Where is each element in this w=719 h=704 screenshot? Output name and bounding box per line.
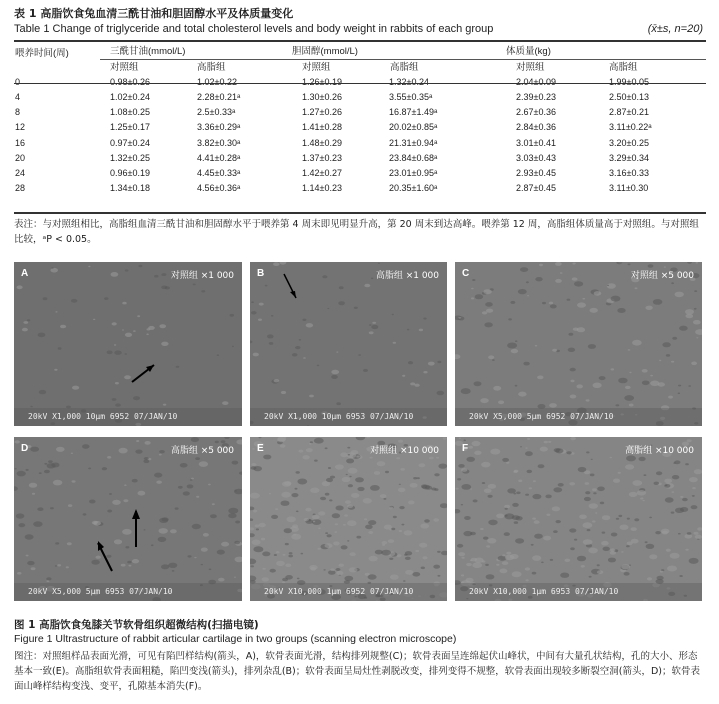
value-cell: 3.11±0.22ᵃ — [609, 122, 652, 133]
value-cell: 3.20±0.25 — [609, 137, 649, 148]
table-header-rule — [14, 83, 706, 84]
table-stat: (x̄±s, n=20) — [647, 23, 703, 35]
value-cell: 4.56±0.36ᵃ — [197, 182, 241, 193]
value-cell: 23.01±0.95ᵃ — [389, 167, 438, 178]
subheader-highfat: 高脂组 — [197, 62, 226, 74]
sem-panel-b — [250, 262, 447, 426]
value-cell: 1.41±0.28 — [302, 122, 342, 133]
table-row — [14, 166, 706, 181]
panel-magnification-tag: 高脂组 ×1 000 — [375, 271, 439, 281]
value-cell: 4.41±0.28ᵃ — [197, 152, 241, 163]
panel-letter: A — [21, 268, 29, 279]
value-cell: 1.08±0.25 — [110, 107, 150, 118]
week-cell: 28 — [15, 182, 26, 193]
sem-texture — [455, 437, 702, 601]
value-cell: 1.02±0.24 — [110, 92, 150, 103]
value-cell: 1.27±0.26 — [302, 107, 342, 118]
table-row — [14, 151, 706, 166]
value-cell: 3.01±0.41 — [516, 137, 556, 148]
panel-magnification-tag: 对照组 ×10 000 — [370, 446, 439, 456]
value-cell: 3.36±0.29ᵃ — [197, 122, 241, 133]
panel-info-bar: 20kV X5,000 5μm 6952 07/JAN/10 — [469, 412, 614, 421]
table-title-cn: 表 1 高脂饮食兔血清三酰甘油和胆固醇水平及体质量变化 — [14, 7, 294, 20]
value-cell: 3.03±0.43 — [516, 152, 556, 163]
value-cell: 1.32±0.25 — [110, 152, 150, 163]
subheader-control: 对照组 — [516, 62, 545, 74]
value-cell: 1.14±0.23 — [302, 182, 342, 193]
sem-texture — [14, 262, 242, 426]
table-note: 表注：与对照组相比，高脂组血清三酰甘油和胆固醇水平于喂养第 4 周末即见明显升高，第 20 周末到达高峰。喂养第 12 周，高脂组体质量高于对照组。与对照组比较，ᵃP < 0.05。 — [14, 219, 699, 245]
value-cell: 2.93±0.45 — [516, 167, 556, 178]
sem-panel-e — [250, 437, 447, 601]
value-cell: 1.37±0.23 — [302, 152, 342, 163]
panel-info-bar: 20kV X1,000 10μm 6952 07/JAN/10 — [28, 412, 178, 421]
value-cell: 0.97±0.24 — [110, 137, 150, 148]
value-cell: 1.30±0.26 — [302, 92, 342, 103]
group-header-weight: 体质量(kg) — [506, 44, 706, 60]
panel-magnification-tag: 对照组 ×1 000 — [170, 271, 234, 281]
table-row — [14, 136, 706, 151]
group-header-tc: 胆固醇(mmol/L) — [292, 44, 506, 60]
value-cell: 3.29±0.34 — [609, 152, 649, 163]
value-cell: 3.16±0.33 — [609, 167, 649, 178]
value-cell: 0.96±0.19 — [110, 167, 150, 178]
value-cell: 2.50±0.13 — [609, 92, 649, 103]
panel-letter: B — [257, 268, 265, 279]
value-cell: 1.48±0.29 — [302, 137, 342, 148]
data-table — [14, 44, 706, 196]
value-cell: 3.82±0.30ᵃ — [197, 137, 241, 148]
panel-magnification-tag: 高脂组 ×5 000 — [170, 446, 234, 456]
week-cell: 12 — [15, 122, 26, 133]
group-header-tg: 三酰甘油(mmol/L) — [100, 44, 292, 60]
week-cell: 4 — [15, 92, 21, 103]
value-cell: 20.35±1.60ᵃ — [389, 182, 438, 193]
table-title-en: Table 1 Change of triglyceride and total cholesterol levels and body weight in rabbits of each group — [14, 23, 494, 35]
subheader-highfat: 高脂组 — [609, 62, 638, 74]
panel-letter: E — [257, 443, 264, 454]
value-cell: 16.87±1.49ᵃ — [389, 107, 438, 118]
value-cell: 2.5±0.33ᵃ — [197, 107, 236, 118]
panel-letter: F — [462, 443, 469, 454]
figure-title-en: Figure 1 Ultrastructure of rabbit articular cartilage in two groups (scanning electron microscope) — [14, 633, 457, 645]
panel-info-bar: 20kV X10,000 1μm 6953 07/JAN/10 — [469, 587, 619, 596]
value-cell: 2.87±0.21 — [609, 107, 649, 118]
value-cell: 2.87±0.45 — [516, 182, 556, 193]
value-cell: 1.42±0.27 — [302, 167, 342, 178]
sem-panel-a — [14, 262, 242, 426]
subheader-control: 对照组 — [302, 62, 331, 74]
sem-panel-c — [455, 262, 702, 426]
value-cell: 2.84±0.36 — [516, 122, 556, 133]
value-cell: 23.84±0.68ᵃ — [389, 152, 438, 163]
panel-magnification-tag: 高脂组 ×10 000 — [625, 446, 694, 456]
value-cell: 4.45±0.33ᵃ — [197, 167, 241, 178]
week-cell: 8 — [15, 107, 21, 118]
table-row — [14, 90, 706, 105]
panel-info-bar: 20kV X5,000 5μm 6953 07/JAN/10 — [28, 587, 173, 596]
value-cell: 1.34±0.18 — [110, 182, 150, 193]
subheader-control: 对照组 — [110, 62, 139, 74]
panel-magnification-tag: 对照组 ×5 000 — [630, 271, 694, 281]
figure-note: 图注：对照组样品表面光滑，可见有陷凹样结构(箭头，A)，软骨表面光滑，结构排列规整(C)；软骨表面呈连绵起伏山峰状，中间有大量孔状结构，孔的大小、形态基本一致(E)。高脂组软骨表面粗糙，陷凹变浅(箭头)，排列杂乱(B)；软骨表面呈局灶性剥脱改变，排列变得不规整，软骨表面出现较多断裂空洞(箭头，D)；软骨表面山峰样结构变浅、变平，孔隙基本消失(F)。 — [14, 651, 700, 692]
week-cell: 16 — [15, 137, 26, 148]
value-cell: 2.67±0.36 — [516, 107, 556, 118]
value-cell: 3.11±0.30 — [609, 182, 649, 193]
value-cell: 20.02±0.85ᵃ — [389, 122, 438, 133]
sem-texture — [14, 437, 242, 601]
figure-title-cn: 图 1 高脂饮食兔膝关节软骨组织超微结构(扫描电镜) — [14, 619, 259, 631]
panel-info-bar: 20kV X1,000 10μm 6953 07/JAN/10 — [264, 412, 414, 421]
table-row — [14, 181, 706, 196]
sem-texture — [250, 262, 447, 426]
sem-panel-d — [14, 437, 242, 601]
panel-letter: D — [21, 443, 29, 454]
value-cell: 2.39±0.23 — [516, 92, 556, 103]
table-row — [14, 120, 706, 135]
panel-info-bar: 20kV X10,000 1μm 6952 07/JAN/10 — [264, 587, 414, 596]
table-bottom-rule — [14, 212, 706, 214]
sem-texture — [250, 437, 447, 601]
time-header: 喂养时间(周) — [15, 48, 69, 59]
week-cell: 24 — [15, 167, 26, 178]
table-row — [14, 105, 706, 120]
value-cell: 2.28±0.21ᵃ — [197, 92, 241, 103]
week-cell: 20 — [15, 152, 26, 163]
sem-texture — [455, 262, 702, 426]
panel-letter: C — [462, 268, 470, 279]
table-top-rule — [14, 40, 706, 42]
value-cell: 3.55±0.35ᵃ — [389, 92, 433, 103]
subheader-highfat: 高脂组 — [390, 62, 419, 74]
value-cell: 21.31±0.94ᵃ — [389, 137, 438, 148]
sem-panel-f — [455, 437, 702, 601]
value-cell: 1.25±0.17 — [110, 122, 150, 133]
table-body — [14, 75, 706, 196]
